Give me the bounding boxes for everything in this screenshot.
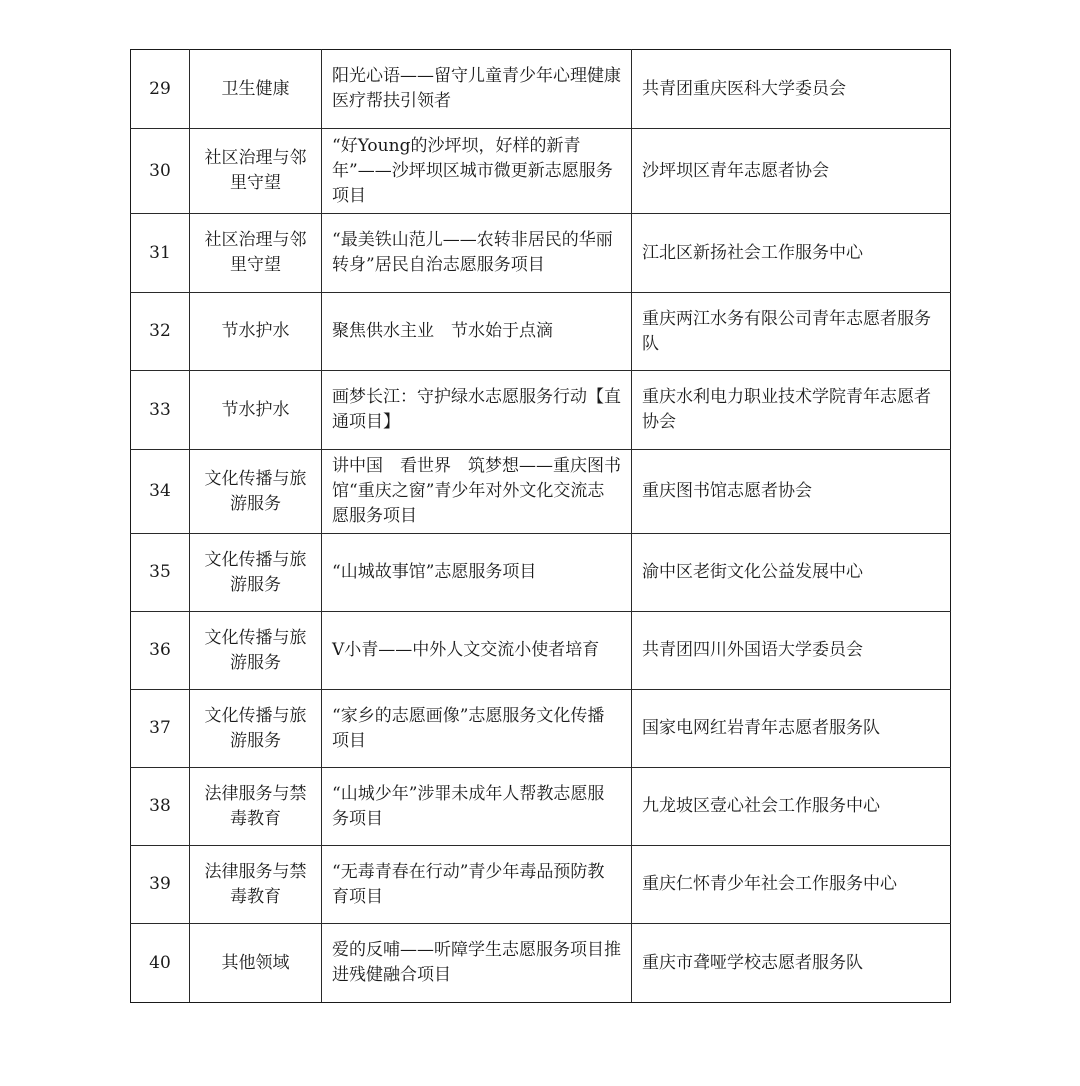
project-name-cell: “最美铁山范儿——农转非居民的华丽转身”居民自治志愿服务项目 xyxy=(322,214,632,293)
project-name-cell: “山城少年”涉罪未成年人帮教志愿服务项目 xyxy=(322,768,632,846)
table-row xyxy=(131,129,951,214)
organization-cell: 国家电网红岩青年志愿者服务队 xyxy=(632,690,951,768)
row-number: 30 xyxy=(131,129,190,214)
row-number: 32 xyxy=(131,293,190,371)
project-name-cell: 阳光心语——留守儿童青少年心理健康医疗帮扶引领者 xyxy=(322,50,632,129)
project-name-cell: V小青——中外人文交流小使者培育 xyxy=(322,612,632,690)
table-row xyxy=(131,293,951,371)
table-row xyxy=(131,846,951,924)
organization-cell: 重庆图书馆志愿者协会 xyxy=(632,450,951,534)
field-cell: 文化传播与旅游服务 xyxy=(190,450,322,534)
row-number: 39 xyxy=(131,846,190,924)
row-number: 34 xyxy=(131,450,190,534)
organization-cell: 重庆仁怀青少年社会工作服务中心 xyxy=(632,846,951,924)
field-cell: 社区治理与邻里守望 xyxy=(190,129,322,214)
organization-cell: 重庆两江水务有限公司青年志愿者服务队 xyxy=(632,293,951,371)
field-cell: 文化传播与旅游服务 xyxy=(190,612,322,690)
field-cell: 其他领域 xyxy=(190,924,322,1003)
field-cell: 法律服务与禁毒教育 xyxy=(190,768,322,846)
row-number: 36 xyxy=(131,612,190,690)
project-name-cell: 聚焦供水主业 节水始于点滴 xyxy=(322,293,632,371)
table-row xyxy=(131,768,951,846)
field-cell: 节水护水 xyxy=(190,293,322,371)
row-number: 37 xyxy=(131,690,190,768)
project-name-cell: 讲中国 看世界 筑梦想——重庆图书馆“重庆之窗”青少年对外文化交流志愿服务项目 xyxy=(322,450,632,534)
project-name-cell: “山城故事馆”志愿服务项目 xyxy=(322,534,632,612)
organization-cell: 沙坪坝区青年志愿者协会 xyxy=(632,129,951,214)
project-table xyxy=(130,49,951,1003)
field-cell: 法律服务与禁毒教育 xyxy=(190,846,322,924)
organization-cell: 共青团四川外国语大学委员会 xyxy=(632,612,951,690)
table-row xyxy=(131,450,951,534)
table-row xyxy=(131,371,951,450)
field-cell: 节水护水 xyxy=(190,371,322,450)
table-row xyxy=(131,534,951,612)
organization-cell: 共青团重庆医科大学委员会 xyxy=(632,50,951,129)
field-cell: 卫生健康 xyxy=(190,50,322,129)
organization-cell: 渝中区老街文化公益发展中心 xyxy=(632,534,951,612)
organization-cell: 江北区新扬社会工作服务中心 xyxy=(632,214,951,293)
row-number: 35 xyxy=(131,534,190,612)
field-cell: 文化传播与旅游服务 xyxy=(190,690,322,768)
table-row xyxy=(131,924,951,1003)
project-name-cell: “家乡的志愿画像”志愿服务文化传播项目 xyxy=(322,690,632,768)
row-number: 29 xyxy=(131,50,190,129)
table-row xyxy=(131,612,951,690)
row-number: 40 xyxy=(131,924,190,1003)
organization-cell: 重庆市聋哑学校志愿者服务队 xyxy=(632,924,951,1003)
table-row xyxy=(131,214,951,293)
project-name-cell: “好Young的沙坪坝，好样的新青年”——沙坪坝区城市微更新志愿服务项目 xyxy=(322,129,632,214)
table-row xyxy=(131,50,951,129)
row-number: 31 xyxy=(131,214,190,293)
project-table-body xyxy=(131,50,951,1003)
row-number: 38 xyxy=(131,768,190,846)
row-number: 33 xyxy=(131,371,190,450)
field-cell: 文化传播与旅游服务 xyxy=(190,534,322,612)
organization-cell: 九龙坡区壹心社会工作服务中心 xyxy=(632,768,951,846)
field-cell: 社区治理与邻里守望 xyxy=(190,214,322,293)
table-row xyxy=(131,690,951,768)
project-name-cell: 画梦长江：守护绿水志愿服务行动【直通项目】 xyxy=(322,371,632,450)
project-name-cell: 爱的反哺——听障学生志愿服务项目推进残健融合项目 xyxy=(322,924,632,1003)
project-name-cell: “无毒青春在行动”青少年毒品预防教育项目 xyxy=(322,846,632,924)
organization-cell: 重庆水利电力职业技术学院青年志愿者协会 xyxy=(632,371,951,450)
